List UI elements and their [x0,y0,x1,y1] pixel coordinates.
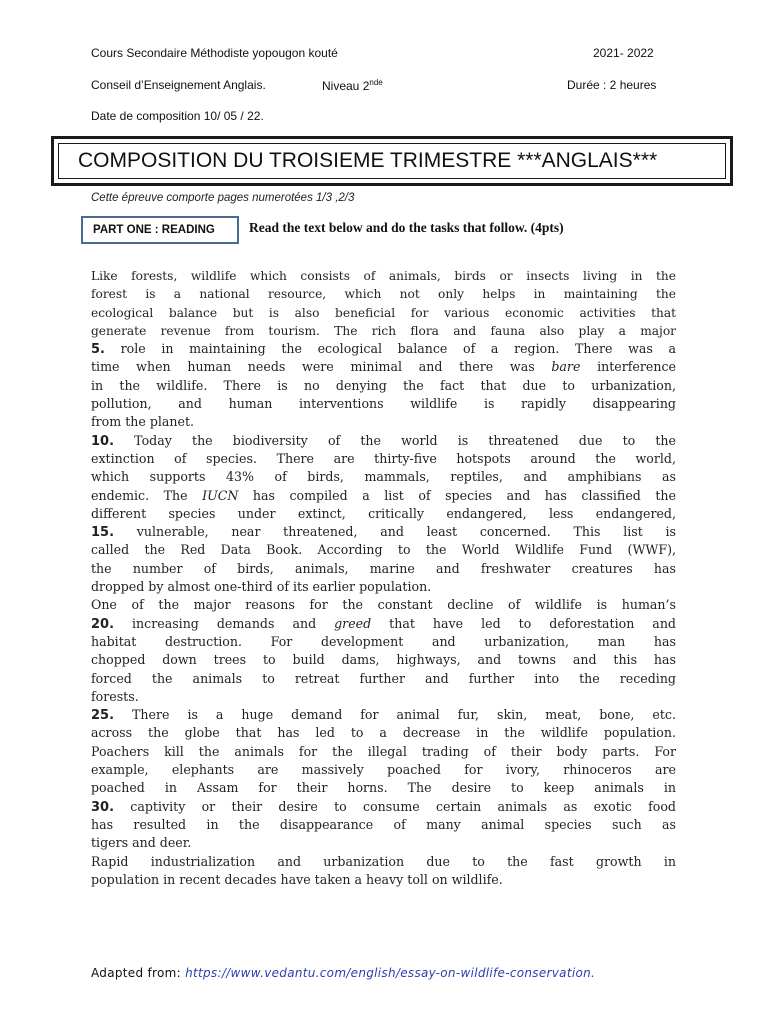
passage-line [91,761,676,779]
part-label: PART ONE : READING [93,224,215,236]
passage-line [91,651,676,669]
passage-line [91,468,676,486]
part-label-box [81,216,239,244]
passage-line [91,432,676,450]
passage-text: called the Red Data Book. According to the World Wildlife Fund (WWF), [91,542,676,558]
line-number: 25. [91,708,115,724]
passage-text: poached in Assam for their horns. The desire to keep animals in [91,780,676,796]
passage-text: tigers and deer. [91,835,192,851]
passage-line [91,340,676,358]
passage-line [91,322,676,340]
passage-line [91,377,676,395]
passage-text: Like forests, wildlife which consists of animals, birds or insects living in the [91,269,676,283]
passage-text: One of the major reasons for the constant decline of wildlife is human’s [91,597,676,613]
passage-text: population in recent decades have taken a heavy toll on wildlife. [91,871,503,887]
passage-line [91,578,676,596]
passage-text: which supports 43% of birds, mammals, reptiles, and amphibians as [91,469,676,485]
line-number: 30. [91,799,115,815]
passage-line [91,267,676,285]
level-superscript: nde [369,78,383,87]
line-number: 20. [91,616,115,632]
passage-line [91,505,676,523]
source-footer [91,966,595,980]
passage-text: across the globe that has led to a decrease in the wildlife population. [91,725,676,741]
passage-line [91,560,676,578]
level-text: Niveau 2 [322,79,370,93]
passage-text: forest is a national resource, which not only helps in maintaining the [91,287,676,302]
passage-text: Rapid industrialization and urbanization due to the fast growth in [91,853,676,869]
passage-line [91,413,676,431]
passage-line [91,816,676,834]
passage-text: different species under extinct, critically endangered, less endangered, [91,505,676,521]
passage-text: in the wildlife. There is no denying the fact that due to urbanization, [91,377,676,393]
composition-date: Date de composition 10/ 05 / 22. [91,109,264,123]
passage-text: the number of birds, animals, marine and freshwater creatures has [91,560,676,576]
passage-line [91,834,676,852]
passage-line [91,304,676,322]
pages-note: Cette épreuve comporte pages numerotées 1/3 ,2/3 [91,192,355,204]
passage-line [91,706,676,724]
school-year: 2021- 2022 [593,46,654,60]
passage-line [91,633,676,651]
passage-text: time when human needs were minimal and there was bare interference [91,359,676,375]
passage-text: dropped by almost one-third of its earlier population. [91,579,432,595]
passage-line [91,779,676,797]
passage-text: Today the biodiversity of the world is threatened due to the [114,432,676,448]
source-label: Adapted from: [91,966,186,980]
passage-text: generate revenue from tourism. The rich flora and fauna also play a major [91,323,676,338]
passage-line [91,688,676,706]
passage-line [91,450,676,468]
passage-text: Poachers kill the animals for the illegal trading of their body parts. For [91,743,676,759]
passage-text: ecological balance but is also beneficial for various economic activities that [91,305,676,320]
passage-line [91,358,676,376]
passage-line [91,523,676,541]
title-box [51,136,733,186]
passage-line [91,724,676,742]
passage-text: There is a huge demand for animal fur, skin, meat, bone, etc. [114,707,676,723]
passage-line [91,798,676,816]
passage-line [91,853,676,871]
passage-line [91,743,676,761]
passage-text: from the planet. [91,414,195,430]
passage-line [91,670,676,688]
passage-line [91,395,676,413]
passage-line [91,541,676,559]
passage-text: increasing demands and greed that have led to deforestation and [114,615,676,631]
duration: Durée : 2 heures [567,78,657,92]
passage-line [91,487,676,505]
passage-text: extinction of species. There are thirty-five hotspots around the world, [91,450,676,466]
passage-text: habitat destruction. For development and urbanization, man has [91,633,676,649]
council-name: Conseil d’Enseignement Anglais. [91,78,266,92]
passage-text: chopped down trees to build dams, highways, and towns and this has [91,652,676,668]
reading-instruction: Read the text below and do the tasks that follow. (4pts) [249,220,564,235]
passage-line [91,871,676,889]
passage-line [91,596,676,614]
passage-text: role in maintaining the ecological balance of a region. There was a [104,341,676,357]
line-number: 10. [91,433,115,449]
passage-text: has resulted in the disappearance of many animal species such as [91,816,676,832]
passage-text: endemic. The IUCN has compiled a list of species and has classified the [91,487,676,503]
school-name: Cours Secondaire Méthodiste yopougon kouté [91,46,338,60]
passage-text: captivity or their desire to consume certain animals as exotic food [114,798,676,814]
page-title: COMPOSITION DU TROISIEME TRIMESTRE ***ANGLAIS*** [78,149,658,172]
line-number: 15. [91,525,115,541]
passage-text: forced the animals to retreat further and further into the receding [91,670,676,686]
passage-line [91,285,676,303]
source-link[interactable]: https://www.vedantu.com/english/essay-on-wildlife-conservation. [185,966,596,980]
passage-text: vulnerable, near threatened, and least concerned. This list is [114,524,676,540]
passage-text: forests. [91,688,139,704]
passage-line [91,615,676,633]
passage-text: example, elephants are massively poached for ivory, rhinoceros are [91,762,676,778]
passage-text: pollution, and human interventions wildlife is rapidly disappearing [91,396,676,412]
line-number: 5. [91,342,105,358]
level [322,78,383,93]
reading-passage [91,267,676,889]
